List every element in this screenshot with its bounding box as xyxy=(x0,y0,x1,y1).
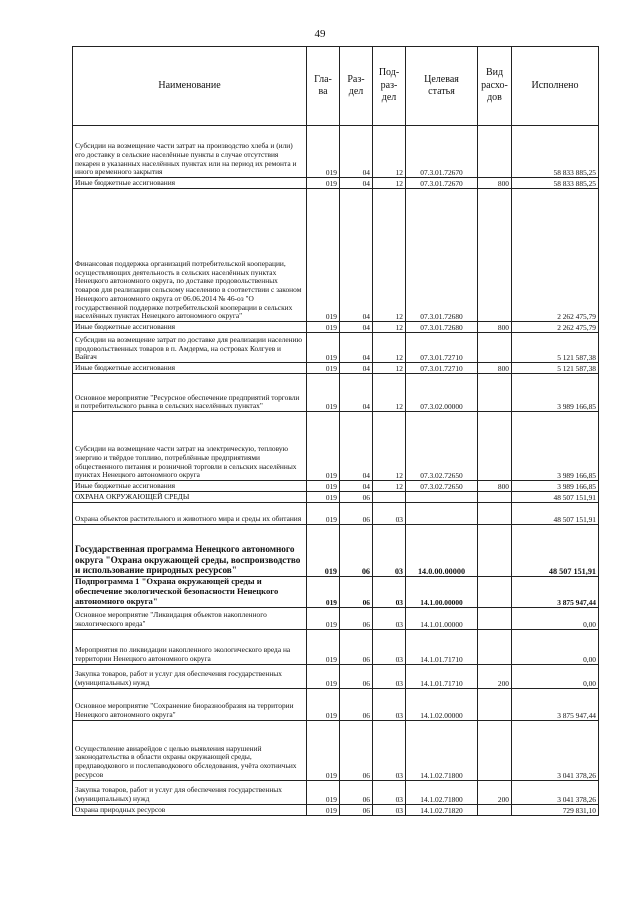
table-header-row xyxy=(73,47,599,126)
row-amount: 48 507 151,91 xyxy=(512,492,599,503)
row-amount: 2 262 475,79 xyxy=(512,322,599,333)
row-subsection: 03 xyxy=(373,688,406,720)
row-target: 14.1.02.00000 xyxy=(406,688,478,720)
row-section: 06 xyxy=(340,780,373,804)
row-expense-type xyxy=(478,577,512,608)
row-chapter: 019 xyxy=(307,481,340,492)
row-target: 07.3.01.72670 xyxy=(406,126,478,178)
row-amount: 48 507 151,91 xyxy=(512,525,599,577)
row-section: 06 xyxy=(340,525,373,577)
row-subsection: 12 xyxy=(373,363,406,374)
row-chapter: 019 xyxy=(307,374,340,412)
row-chapter: 019 xyxy=(307,688,340,720)
row-expense-type xyxy=(478,189,512,322)
row-expense-type xyxy=(478,525,512,577)
row-section: 04 xyxy=(340,333,373,363)
row-amount: 2 262 475,79 xyxy=(512,189,599,322)
row-chapter: 019 xyxy=(307,804,340,815)
row-subsection: 12 xyxy=(373,322,406,333)
row-chapter: 019 xyxy=(307,178,340,189)
row-target: 07.3.02.72650 xyxy=(406,481,478,492)
row-target: 07.3.01.72680 xyxy=(406,322,478,333)
row-name: Субсидии на возмещение затрат по доставке для реализации населению продовольственных товаров в п. Амдерма, на островах Колгуев и Вайгач xyxy=(73,333,307,363)
row-subsection: 03 xyxy=(373,804,406,815)
table-row xyxy=(73,577,599,608)
row-amount: 3 989 166,85 xyxy=(512,481,599,492)
row-chapter: 019 xyxy=(307,780,340,804)
row-expense-type xyxy=(478,629,512,664)
row-expense-type xyxy=(478,412,512,481)
row-subsection: 12 xyxy=(373,412,406,481)
row-expense-type: 800 xyxy=(478,178,512,189)
header-name: Наименование xyxy=(73,47,307,126)
row-subsection: 12 xyxy=(373,178,406,189)
row-section: 06 xyxy=(340,804,373,815)
row-name: Основное мероприятие "Сохранение биоразнообразия на территории Ненецкого автономного округа" xyxy=(73,688,307,720)
row-expense-type xyxy=(478,374,512,412)
row-chapter: 019 xyxy=(307,333,340,363)
row-chapter: 019 xyxy=(307,412,340,481)
header-executed: Исполнено xyxy=(512,47,599,126)
row-name: Закупка товаров, работ и услуг для обеспечения государственных (муниципальных) нужд xyxy=(73,664,307,688)
row-target: 14.1.02.71800 xyxy=(406,720,478,780)
header-chapter: Гла- ва xyxy=(307,47,340,126)
row-section: 04 xyxy=(340,126,373,178)
row-name: Основное мероприятие "Ликвидация объектов накопленного экологического вреда" xyxy=(73,607,307,629)
row-subsection: 12 xyxy=(373,374,406,412)
row-amount: 0,00 xyxy=(512,664,599,688)
row-chapter: 019 xyxy=(307,189,340,322)
row-expense-type: 800 xyxy=(478,322,512,333)
row-amount: 5 121 587,38 xyxy=(512,333,599,363)
row-target: 14.0.00.00000 xyxy=(406,525,478,577)
row-name: Мероприятия по ликвидации накопленного экологического вреда на территории Ненецкого автономного округа xyxy=(73,629,307,664)
row-section: 04 xyxy=(340,322,373,333)
row-subsection: 03 xyxy=(373,629,406,664)
row-name: Финансовая поддержка организаций потребительской кооперации, осуществляющих деятельность в сельских населённых пунктах Ненецкого автономного округа, по доставке продовольственных товаров для реализации сельскому населению в соответствии с законом Ненецкого автономного округа от 06.06.2014 № 46-оз "О государственной поддержке потребительской кооперации в сельских населённых пунктах Ненецкого автономного округа" xyxy=(73,189,307,322)
row-target xyxy=(406,492,478,503)
row-amount: 3 875 947,44 xyxy=(512,688,599,720)
row-chapter: 019 xyxy=(307,664,340,688)
row-expense-type xyxy=(478,804,512,815)
row-target xyxy=(406,503,478,525)
row-name: Закупка товаров, работ и услуг для обеспечения государственных (муниципальных) нужд xyxy=(73,780,307,804)
table-row xyxy=(73,374,599,412)
row-section: 04 xyxy=(340,363,373,374)
table-row xyxy=(73,688,599,720)
row-section: 06 xyxy=(340,664,373,688)
header-section: Раз- дел xyxy=(340,47,373,126)
row-section: 06 xyxy=(340,503,373,525)
table-row xyxy=(73,720,599,780)
header-subsection: Под- раз- дел xyxy=(373,47,406,126)
row-expense-type xyxy=(478,492,512,503)
row-expense-type xyxy=(478,720,512,780)
row-subsection: 12 xyxy=(373,333,406,363)
row-target: 14.1.02.71820 xyxy=(406,804,478,815)
budget-execution-table xyxy=(72,46,599,816)
row-chapter: 019 xyxy=(307,607,340,629)
row-target: 14.1.01.71710 xyxy=(406,664,478,688)
row-section: 04 xyxy=(340,481,373,492)
row-target: 14.1.02.71800 xyxy=(406,780,478,804)
row-subsection: 03 xyxy=(373,664,406,688)
row-chapter: 019 xyxy=(307,629,340,664)
row-subsection: 12 xyxy=(373,189,406,322)
row-section: 06 xyxy=(340,607,373,629)
row-chapter: 019 xyxy=(307,577,340,608)
row-target: 07.3.01.72680 xyxy=(406,189,478,322)
table-row xyxy=(73,481,599,492)
row-subsection: 12 xyxy=(373,126,406,178)
row-chapter: 019 xyxy=(307,525,340,577)
row-name: Государственная программа Ненецкого автономного округа "Охрана окружающей среды, воспроизводство и использование природных ресурсов" xyxy=(73,525,307,577)
row-subsection xyxy=(373,492,406,503)
table-row xyxy=(73,607,599,629)
page-number: 49 xyxy=(314,28,326,40)
row-name: Иные бюджетные ассигнования xyxy=(73,178,307,189)
table-row xyxy=(73,804,599,815)
table-row xyxy=(73,503,599,525)
row-amount: 58 833 885,25 xyxy=(512,178,599,189)
row-section: 04 xyxy=(340,374,373,412)
row-target: 07.3.02.72650 xyxy=(406,412,478,481)
row-amount: 3 875 947,44 xyxy=(512,577,599,608)
row-chapter: 019 xyxy=(307,720,340,780)
row-amount: 3 989 166,85 xyxy=(512,374,599,412)
row-name: Охрана природных ресурсов xyxy=(73,804,307,815)
row-subsection: 03 xyxy=(373,780,406,804)
row-expense-type xyxy=(478,503,512,525)
row-target: 07.3.02.00000 xyxy=(406,374,478,412)
table-row xyxy=(73,333,599,363)
row-chapter: 019 xyxy=(307,363,340,374)
row-subsection: 03 xyxy=(373,525,406,577)
row-subsection: 03 xyxy=(373,577,406,608)
row-chapter: 019 xyxy=(307,503,340,525)
row-name: Иные бюджетные ассигнования xyxy=(73,363,307,374)
table-row xyxy=(73,664,599,688)
row-expense-type xyxy=(478,607,512,629)
row-name: Субсидии на возмещение части затрат на электрическую, тепловую энергию и твёрдое топливо, потреблённые предприятиями общественного питания и розничной торговли в сельских населённых пунктах Ненецкого автономного округа xyxy=(73,412,307,481)
row-name: Охрана объектов растительного и животного мира и среды их обитания xyxy=(73,503,307,525)
row-expense-type xyxy=(478,126,512,178)
row-amount: 58 833 885,25 xyxy=(512,126,599,178)
row-name: Основное мероприятие "Ресурсное обеспечение предприятий торговли и потребительского рынка в сельских населённых пунктах" xyxy=(73,374,307,412)
row-amount: 3 041 378,26 xyxy=(512,720,599,780)
row-expense-type: 200 xyxy=(478,664,512,688)
row-subsection: 03 xyxy=(373,607,406,629)
row-name: Осуществление авиарейдов с целью выявления нарушений законодательства в области охраны окружающей среды, предпаводкового и послепаводкового обследования, учёта охотничьих ресурсов xyxy=(73,720,307,780)
row-section: 06 xyxy=(340,720,373,780)
table-row xyxy=(73,780,599,804)
row-subsection: 03 xyxy=(373,503,406,525)
row-section: 04 xyxy=(340,412,373,481)
row-name: Подпрограмма 1 "Охрана окружающей среды и обеспечение экологической безопасности Ненецкого автономного округа" xyxy=(73,577,307,608)
row-amount: 3 989 166,85 xyxy=(512,412,599,481)
header-expense-type: Вид расхо- дов xyxy=(478,47,512,126)
row-target: 07.3.01.72710 xyxy=(406,333,478,363)
row-name: ОХРАНА ОКРУЖАЮЩЕЙ СРЕДЫ xyxy=(73,492,307,503)
row-amount: 3 041 378,26 xyxy=(512,780,599,804)
table-row xyxy=(73,363,599,374)
row-target: 07.3.01.72670 xyxy=(406,178,478,189)
row-amount: 48 507 151,91 xyxy=(512,503,599,525)
row-expense-type: 200 xyxy=(478,780,512,804)
row-expense-type xyxy=(478,333,512,363)
row-chapter: 019 xyxy=(307,492,340,503)
row-amount: 0,00 xyxy=(512,629,599,664)
table-row xyxy=(73,525,599,577)
row-name: Иные бюджетные ассигнования xyxy=(73,481,307,492)
row-name: Иные бюджетные ассигнования xyxy=(73,322,307,333)
table-row xyxy=(73,629,599,664)
table-row xyxy=(73,189,599,322)
header-target: Целевая статья xyxy=(406,47,478,126)
row-expense-type xyxy=(478,688,512,720)
row-target: 14.1.01.00000 xyxy=(406,607,478,629)
row-amount: 0,00 xyxy=(512,607,599,629)
row-subsection: 03 xyxy=(373,720,406,780)
row-name: Субсидии на возмещение части затрат на производство хлеба и (или) его доставку в сельские населённые пункты в случае отсутствия пекарен в указанных населённых пунктах или на период их ремонта и иного временного закрытия xyxy=(73,126,307,178)
row-target: 14.1.00.00000 xyxy=(406,577,478,608)
table-row xyxy=(73,126,599,178)
row-chapter: 019 xyxy=(307,126,340,178)
row-section: 04 xyxy=(340,178,373,189)
row-target: 07.3.01.72710 xyxy=(406,363,478,374)
row-section: 04 xyxy=(340,189,373,322)
row-target: 14.1.01.71710 xyxy=(406,629,478,664)
row-expense-type: 800 xyxy=(478,363,512,374)
row-amount: 729 831,10 xyxy=(512,804,599,815)
row-amount: 5 121 587,38 xyxy=(512,363,599,374)
table-row xyxy=(73,492,599,503)
row-chapter: 019 xyxy=(307,322,340,333)
row-subsection: 12 xyxy=(373,481,406,492)
row-section: 06 xyxy=(340,492,373,503)
row-section: 06 xyxy=(340,688,373,720)
table-row xyxy=(73,178,599,189)
table-row xyxy=(73,412,599,481)
row-section: 06 xyxy=(340,629,373,664)
row-expense-type: 800 xyxy=(478,481,512,492)
row-section: 06 xyxy=(340,577,373,608)
table-row xyxy=(73,322,599,333)
